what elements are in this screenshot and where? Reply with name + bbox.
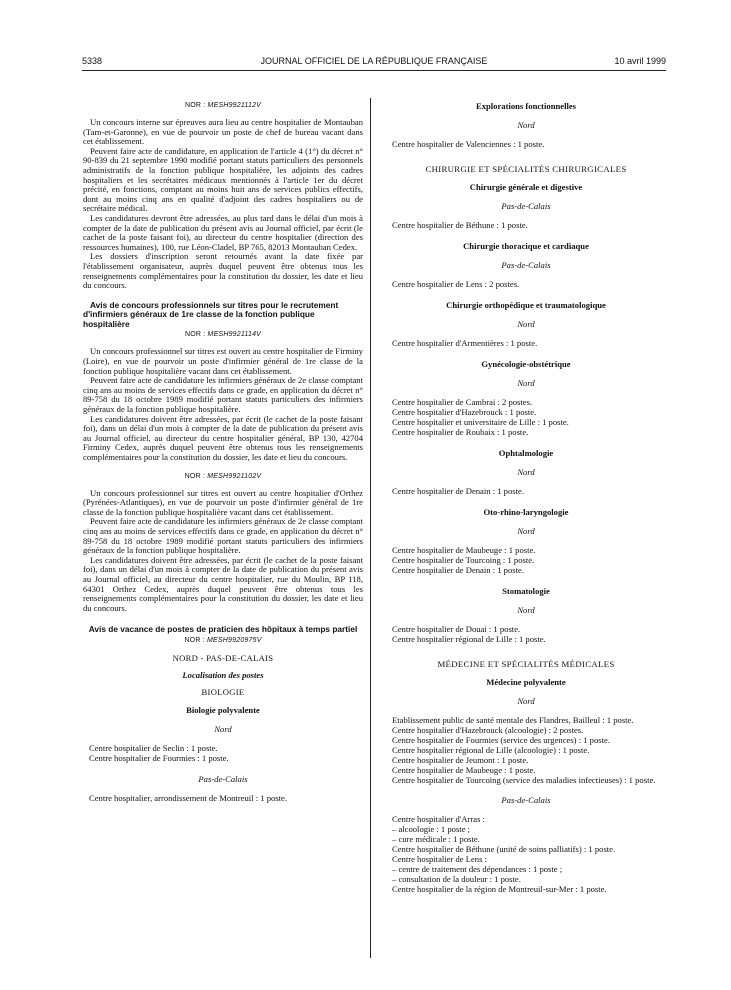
subspecialty-heading: Oto-rhino-laryngologie bbox=[483, 507, 569, 517]
post-line: Centre hospitalier d'Arras : bbox=[392, 814, 485, 824]
post-line: Centre hospitalier de Douai : 1 poste. bbox=[392, 624, 521, 634]
post-line: Centre hospitalier de Fourmies : 1 poste. bbox=[89, 752, 229, 763]
nor-code: MESH9921114V bbox=[207, 331, 262, 339]
department-name: Pas-de-Calais bbox=[501, 201, 551, 211]
notice-heading: Avis de vacance de postes de praticien des hôpitaux à temps partiel bbox=[88, 624, 358, 635]
paragraph: Les candidatures doivent être adressées, par écrit (le cachet de la poste faisant foi), dans un délai d'un mois à compter de la date de publication du présent avis au Journal officiel, au directeur du centre hospitalier, rue du Moulin, BP 118, 64301 Orthez Cedex, auprès duquel peuvent être obtenus tous les renseignements complémentaires pour la constitution du dossier, les date et lieu du concours. bbox=[83, 554, 363, 613]
subspecialty-heading: Médecine polyvalente bbox=[486, 677, 566, 687]
nor-code: MESH9921102V bbox=[207, 472, 262, 480]
post-line: Centre hospitalier d'Hazebrouck : 1 poste. bbox=[392, 407, 537, 417]
specialty-heading: BIOLOGIE bbox=[201, 686, 245, 697]
post-line: Centre hospitalier de Valenciennes : 1 poste. bbox=[392, 139, 545, 149]
page-header bbox=[82, 56, 666, 70]
journal-title: JOURNAL OFFICIEL DE LA RÉPUBLIQUE FRANÇAISE bbox=[260, 56, 488, 66]
post-line: Centre hospitalier de Béthune (unité de soins palliatifs) : 1 poste. bbox=[392, 844, 616, 854]
paragraph: Peuvent faire acte de candidature les infirmiers généraux de 2e classe comptant cinq ans au moins de services effectifs dans ce grade, en application du décret n° 89-758 du 18 octobre 1989 modifié portant statuts particuliers des infirmiers généraux de la fonction publique hospitalière. bbox=[83, 375, 363, 415]
post-line: Centre hospitalier régional de Lille (alcoologie) : 1 poste. bbox=[392, 745, 590, 755]
nor-reference bbox=[83, 637, 363, 644]
department-name: Nord bbox=[517, 378, 535, 388]
post-line: Centre hospitalier d'Hazebrouck (alcoologie) : 2 postes. bbox=[392, 725, 584, 735]
post-line: Centre hospitalier de Denain : 1 poste. bbox=[392, 486, 524, 496]
post-line: Centre hospitalier de la région de Montreuil-sur-Mer : 1 poste. bbox=[392, 884, 607, 894]
header-rule bbox=[82, 70, 666, 71]
specialty-heading: CHIRURGIE ET SPÉCIALITÉS CHIRURGICALES bbox=[425, 164, 627, 174]
post-line: Centre hospitalier, arrondissement de Montreuil : 1 poste. bbox=[89, 792, 287, 803]
department-name: Pas-de-Calais bbox=[501, 260, 551, 270]
post-line: Centre hospitalier de Lens : 2 postes. bbox=[392, 279, 520, 289]
post-line: Centre hospitalier de Tourcoing (service des maladies infectieuses) : 1 poste. bbox=[392, 775, 656, 785]
subspecialty-heading: Stomatologie bbox=[502, 586, 550, 596]
post-subitem: – cure médicale : 1 poste. bbox=[392, 834, 480, 844]
nor-reference bbox=[83, 102, 363, 109]
department-name: Nord bbox=[517, 120, 535, 130]
post-line: Centre hospitalier de Fourmies (service des urgences) : 1 poste. bbox=[392, 735, 610, 745]
specialty-heading: MÉDECINE ET SPÉCIALITÉS MÉDICALES bbox=[437, 659, 615, 669]
post-line: Centre hospitalier de Seclin : 1 poste. bbox=[89, 742, 218, 753]
post-subitem: – consultation de la douleur : 1 poste. bbox=[392, 874, 521, 884]
post-line: Centre hospitalier de Béthune : 1 poste. bbox=[392, 220, 528, 230]
nor-label: NOR : bbox=[184, 636, 205, 644]
nor-label: NOR : bbox=[184, 472, 206, 480]
paragraph: Les candidatures devront être adressées, au plus tard dans le délai d'un mois à compter de la date de publication du présent avis au Journal officiel, par écrit (le cachet de la poste faisant foi), au directeur du centre hospitalier (direction des ressources humaines), 100, rue Léon-Cladel, BP 765, 82013 Montauban Cedex. bbox=[83, 212, 363, 252]
notice-heading: Avis de concours professionnels sur titres pour le recrutement d'infirmiers généraux de 1re classe de la fonction publique hospitalière bbox=[83, 299, 339, 329]
subspecialty-heading: Chirurgie thoracique et cardiaque bbox=[463, 241, 589, 251]
subspecialty-heading: Ophtalmologie bbox=[498, 448, 554, 458]
post-line: Etablissement public de santé mentale des Flandres, Bailleul : 1 poste. bbox=[392, 715, 634, 725]
nor-code: MESH9920975V bbox=[207, 636, 262, 644]
region-heading: NORD - PAS-DE-CALAIS bbox=[172, 652, 274, 663]
left-column bbox=[83, 96, 363, 803]
subspecialty-heading: Chirurgie générale et digestive bbox=[469, 182, 583, 192]
post-line: Centre hospitalier de Lens : bbox=[392, 854, 487, 864]
post-line: Centre hospitalier de Jeumont : 1 poste. bbox=[392, 755, 529, 765]
department-name: Pas-de-Calais bbox=[198, 773, 248, 784]
subspecialty-heading: Explorations fonctionnelles bbox=[475, 101, 577, 111]
right-column bbox=[386, 101, 666, 894]
post-line: Centre hospitalier de Maubeuge : 1 poste. bbox=[392, 765, 536, 775]
nor-reference bbox=[83, 473, 363, 480]
subspecialty-heading: Gynécologie-obstétrique bbox=[481, 359, 571, 369]
post-line: Centre hospitalier de Denain : 1 poste. bbox=[392, 565, 524, 575]
post-line: Centre hospitalier régional de Lille : 1 poste. bbox=[392, 634, 546, 644]
post-line: Centre hospitalier de Tourcoing : 1 poste. bbox=[392, 555, 535, 565]
department-name: Nord bbox=[517, 605, 535, 615]
paragraph: Les candidatures doivent être adressées, par écrit (le cachet de la poste faisant foi), dans un délai d'un mois à compter de la date de publication du présent avis au Journal officiel, au directeur du centre hospitalier général, BP 130, 42704 Firminy Cedex, auprès duquel peuvent être obtenus tous les renseignements complémentaires pour la constitution du dossier, les date et lieu du concours. bbox=[83, 413, 363, 462]
paragraph: Un concours interne sur épreuves aura lieu au centre hospitalier de Montauban (Tarn-et-Garonne), en vue de pourvoir un poste de chef de bureau vacant dans cet établissement. bbox=[83, 117, 363, 147]
paragraph: Les dossiers d'inscription seront retournés avant la date fixée par l'établissement organisateur, auprès duquel peuvent être obtenus tous les renseignements complémentaires pour la constitution du dossier, les date et lieu du concours. bbox=[83, 251, 363, 291]
post-line: Centre hospitalier de Cambrai : 2 postes. bbox=[392, 397, 533, 407]
department-name: Nord bbox=[517, 467, 535, 477]
nor-label: NOR : bbox=[184, 102, 206, 109]
section-subtitle: Localisation des postes bbox=[182, 669, 264, 680]
column-divider bbox=[370, 98, 371, 958]
paragraph: Un concours professionnel sur titres est ouvert au centre hospitalier de Firminy (Loire), en vue de pourvoir un poste d'infirmier général de 1re classe de la fonction publique hospitalière vacant dans cet établissement. bbox=[83, 346, 363, 376]
paragraph: Un concours professionnel sur titres est ouvert au centre hospitalier d'Orthez (Pyrénées-Atlantiques), en vue de pourvoir un poste d'infirmier général de 1re classe de la fonction publique hospitalière vacant dans cet établissement. bbox=[83, 487, 363, 517]
post-line: Centre hospitalier d'Armentières : 1 poste. bbox=[392, 338, 538, 348]
nor-code: MESH9921112V bbox=[207, 102, 262, 109]
department-name: Nord bbox=[517, 319, 535, 329]
post-line: Centre hospitalier et universitaire de Lille : 1 poste. bbox=[392, 417, 569, 427]
nor-reference bbox=[83, 331, 363, 338]
subspecialty-heading: Chirurgie orthopédique et traumatologique bbox=[446, 300, 606, 310]
department-name: Nord bbox=[214, 723, 232, 734]
post-line: Centre hospitalier de Maubeuge : 1 poste. bbox=[392, 545, 536, 555]
post-subitem: – alcoologie : 1 poste ; bbox=[392, 824, 471, 834]
paragraph: Peuvent faire acte de candidature, en application de l'article 4 (1°) du décret n° 90-839 du 21 septembre 1990 modifié portant statuts particuliers des personnels administratifs de la fonction publique hospitalière, les adjoints des cadres hospitaliers et les secrétaires médicaux mentionnés à l'article 1er du décret précité, en fonctions, comptant au moins huit ans de services publics effectifs, dont au moins cinq ans en qualité d'adjoint des cadres hospitaliers ou de secrétaire médical. bbox=[83, 145, 363, 214]
department-name: Nord bbox=[517, 526, 535, 536]
department-name: Nord bbox=[517, 696, 535, 706]
subspecialty-heading: Biologie polyvalente bbox=[186, 704, 260, 715]
paragraph: Peuvent faire acte de candidature les infirmiers généraux de 2e classe comptant cinq ans au moins de services effectifs dans ce grade, en application du décret n° 89-758 du 18 octobre 1989 modifié portant statuts particuliers des infirmiers généraux de la fonction publique hospitalière. bbox=[83, 516, 363, 556]
department-name: Pas-de-Calais bbox=[501, 795, 551, 805]
post-line: Centre hospitalier de Roubaix : 1 poste. bbox=[392, 427, 529, 437]
page-number: 5338 bbox=[82, 56, 103, 66]
issue-date: 10 avril 1999 bbox=[614, 56, 666, 66]
nor-label: NOR : bbox=[184, 331, 206, 339]
post-subitem: – centre de traitement des dépendances : 1 poste ; bbox=[392, 864, 563, 874]
